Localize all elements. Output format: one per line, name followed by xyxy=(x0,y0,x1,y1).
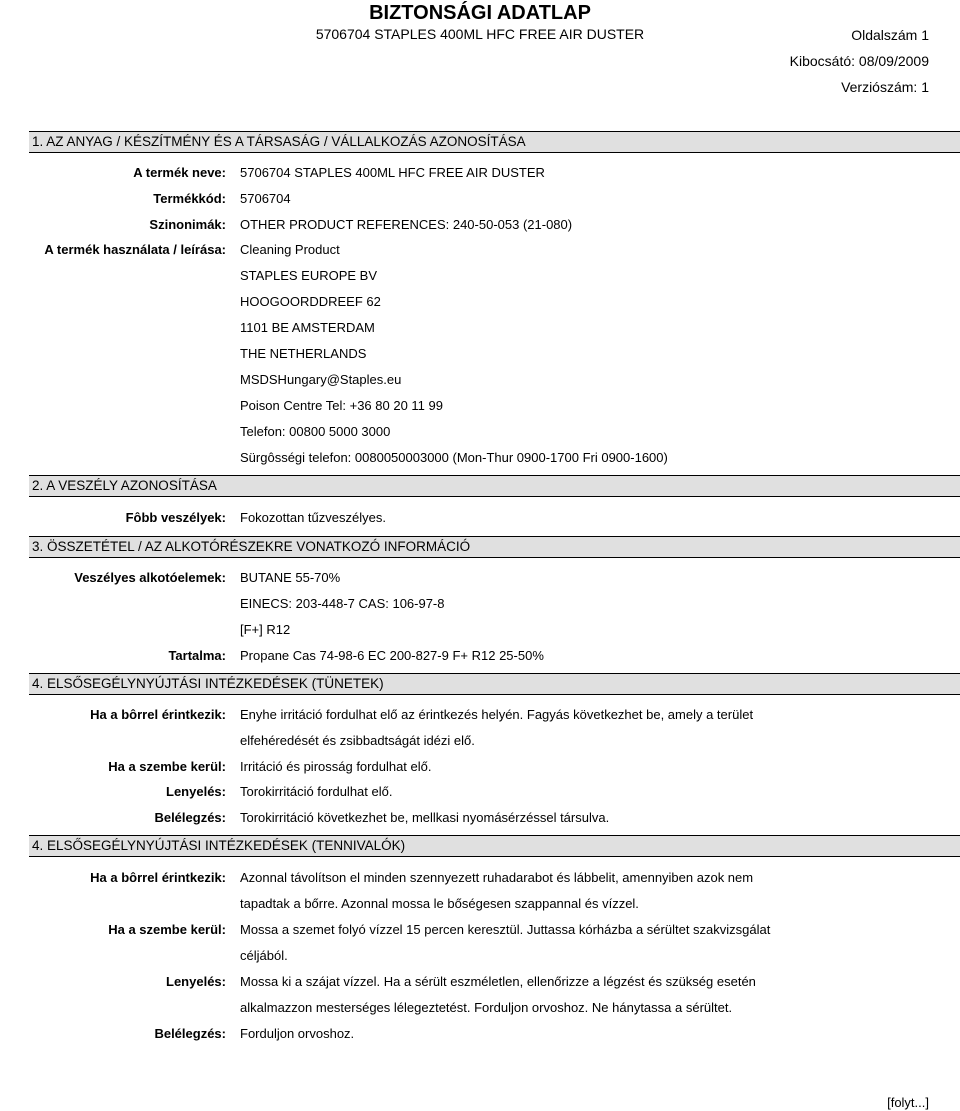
hazardous-ingredients-label: Veszélyes alkotóelemek: xyxy=(74,570,226,585)
section-1-heading: 1. AZ ANYAG / KÉSZÍTMÉNY ÉS A TÁRSASÁG / VÁLLALKOZÁS AZONOSÍTÁSA xyxy=(29,131,960,153)
company-street: HOOGOORDDREEF 62 xyxy=(240,294,381,309)
synonyms-value: OTHER PRODUCT REFERENCES: 240-50-053 (21-080) xyxy=(240,217,573,232)
continued-note: [folyt...] xyxy=(887,1095,929,1110)
product-code-value: 5706704 xyxy=(240,191,291,206)
action-inhalation-label: Belélegzés: xyxy=(154,1026,226,1041)
company-country: THE NETHERLANDS xyxy=(240,346,367,361)
section-4a-heading: 4. ELSŐSEGÉLYNYÚJTÁSI INTÉZKEDÉSEK (TÜNETEK) xyxy=(29,673,960,695)
synonyms-label: Szinonimák: xyxy=(149,217,226,232)
section-4b-heading: 4. ELSŐSEGÉLYNYÚJTÁSI INTÉZKEDÉSEK (TENNIVALÓK) xyxy=(29,835,960,857)
action-eye-label: Ha a szembe kerül: xyxy=(108,922,226,937)
company-email: MSDSHungary@Staples.eu xyxy=(240,372,402,387)
action-skin-label: Ha a bôrrel érintkezik: xyxy=(90,870,226,885)
action-ingestion-line-2: alkalmazzon mesterséges lélegeztetést. Forduljon orvoshoz. Ne hánytassa a sérültet. xyxy=(240,1000,733,1015)
product-use-value: Cleaning Product xyxy=(240,242,340,257)
poison-centre-phone: Poison Centre Tel: +36 80 20 11 99 xyxy=(240,398,443,413)
symptom-inhalation-label: Belélegzés: xyxy=(154,810,226,825)
symptom-eye-label: Ha a szembe kerül: xyxy=(108,759,226,774)
symptom-inhalation-value: Torokirritáció következhet be, mellkasi nyomásérzéssel társulva. xyxy=(240,810,610,825)
issue-date: Kibocsátó: 08/09/2009 xyxy=(789,53,929,69)
content-label: Tartalma: xyxy=(168,648,226,663)
emergency-phone: Sürgôsségi telefon: 0080050003000 (Mon-Thur 0900-1700 Fri 0900-1600) xyxy=(240,450,668,465)
action-ingestion-label: Lenyelés: xyxy=(166,974,226,989)
action-skin-line-2: tapadtak a bőrre. Azonnal mossa le bőségesen szappannal és vízzel. xyxy=(240,896,639,911)
product-name-value: 5706704 STAPLES 400ML HFC FREE AIR DUSTER xyxy=(240,165,545,180)
hazard-line-2: EINECS: 203-448-7 CAS: 106-97-8 xyxy=(240,596,445,611)
page-number: Oldalszám 1 xyxy=(851,27,929,43)
action-skin-line-1: Azonnal távolítson el minden szennyezett ruhadarabot és lábbelit, amennyiben azok nem xyxy=(240,870,754,885)
symptom-skin-line-2: elfehéredését és zsibbadtságát idézi elő. xyxy=(240,733,475,748)
symptom-skin-line-1: Enyhe irritáció fordulhat elő az érintkezés helyén. Fagyás következhet be, amely a terület xyxy=(240,707,754,722)
version-number: Verziószám: 1 xyxy=(841,79,929,95)
hazard-line-1: BUTANE 55-70% xyxy=(240,570,341,585)
action-eye-line-1: Mossa a szemet folyó vízzel 15 percen keresztül. Juttassa kórházba a sérültet szakvizsgálat xyxy=(240,922,771,937)
action-ingestion-line-1: Mossa ki a szájat vízzel. Ha a sérült eszméletlen, ellenőrizze a légzést és szükség esetén xyxy=(240,974,756,989)
company-city: 1101 BE AMSTERDAM xyxy=(240,320,375,335)
product-name-label: A termék neve: xyxy=(133,165,226,180)
section-3-heading: 3. ÖSSZETÉTEL / AZ ALKOTÓRÉSZEKRE VONATKOZÓ INFORMÁCIÓ xyxy=(29,536,960,558)
main-hazards-label: Fôbb veszélyek: xyxy=(125,510,226,525)
symptom-ingestion-label: Lenyelés: xyxy=(166,784,226,799)
company-name: STAPLES EUROPE BV xyxy=(240,268,378,283)
main-hazards-value: Fokozottan tűzveszélyes. xyxy=(240,510,386,525)
action-inhalation-value: Forduljon orvoshoz. xyxy=(240,1026,355,1041)
document-title: BIZTONSÁGI ADATLAP xyxy=(369,2,591,24)
product-use-label: A termék használata / leírása: xyxy=(44,242,226,257)
action-eye-line-2: céljából. xyxy=(240,948,288,963)
hazard-line-3: [F+] R12 xyxy=(240,622,291,637)
symptom-ingestion-value: Torokirritáció fordulhat elő. xyxy=(240,784,393,799)
product-code-label: Termékkód: xyxy=(153,191,226,206)
symptom-skin-label: Ha a bôrrel érintkezik: xyxy=(90,707,226,722)
symptom-eye-value: Irritáció és pirosság fordulhat elő. xyxy=(240,759,432,774)
content-value: Propane Cas 74-98-6 EC 200-827-9 F+ R12 25-50% xyxy=(240,648,544,663)
product-subtitle: 5706704 STAPLES 400ML HFC FREE AIR DUSTER xyxy=(315,26,645,42)
section-2-heading: 2. A VESZÉLY AZONOSÍTÁSA xyxy=(29,475,960,497)
company-phone: Telefon: 00800 5000 3000 xyxy=(240,424,391,439)
